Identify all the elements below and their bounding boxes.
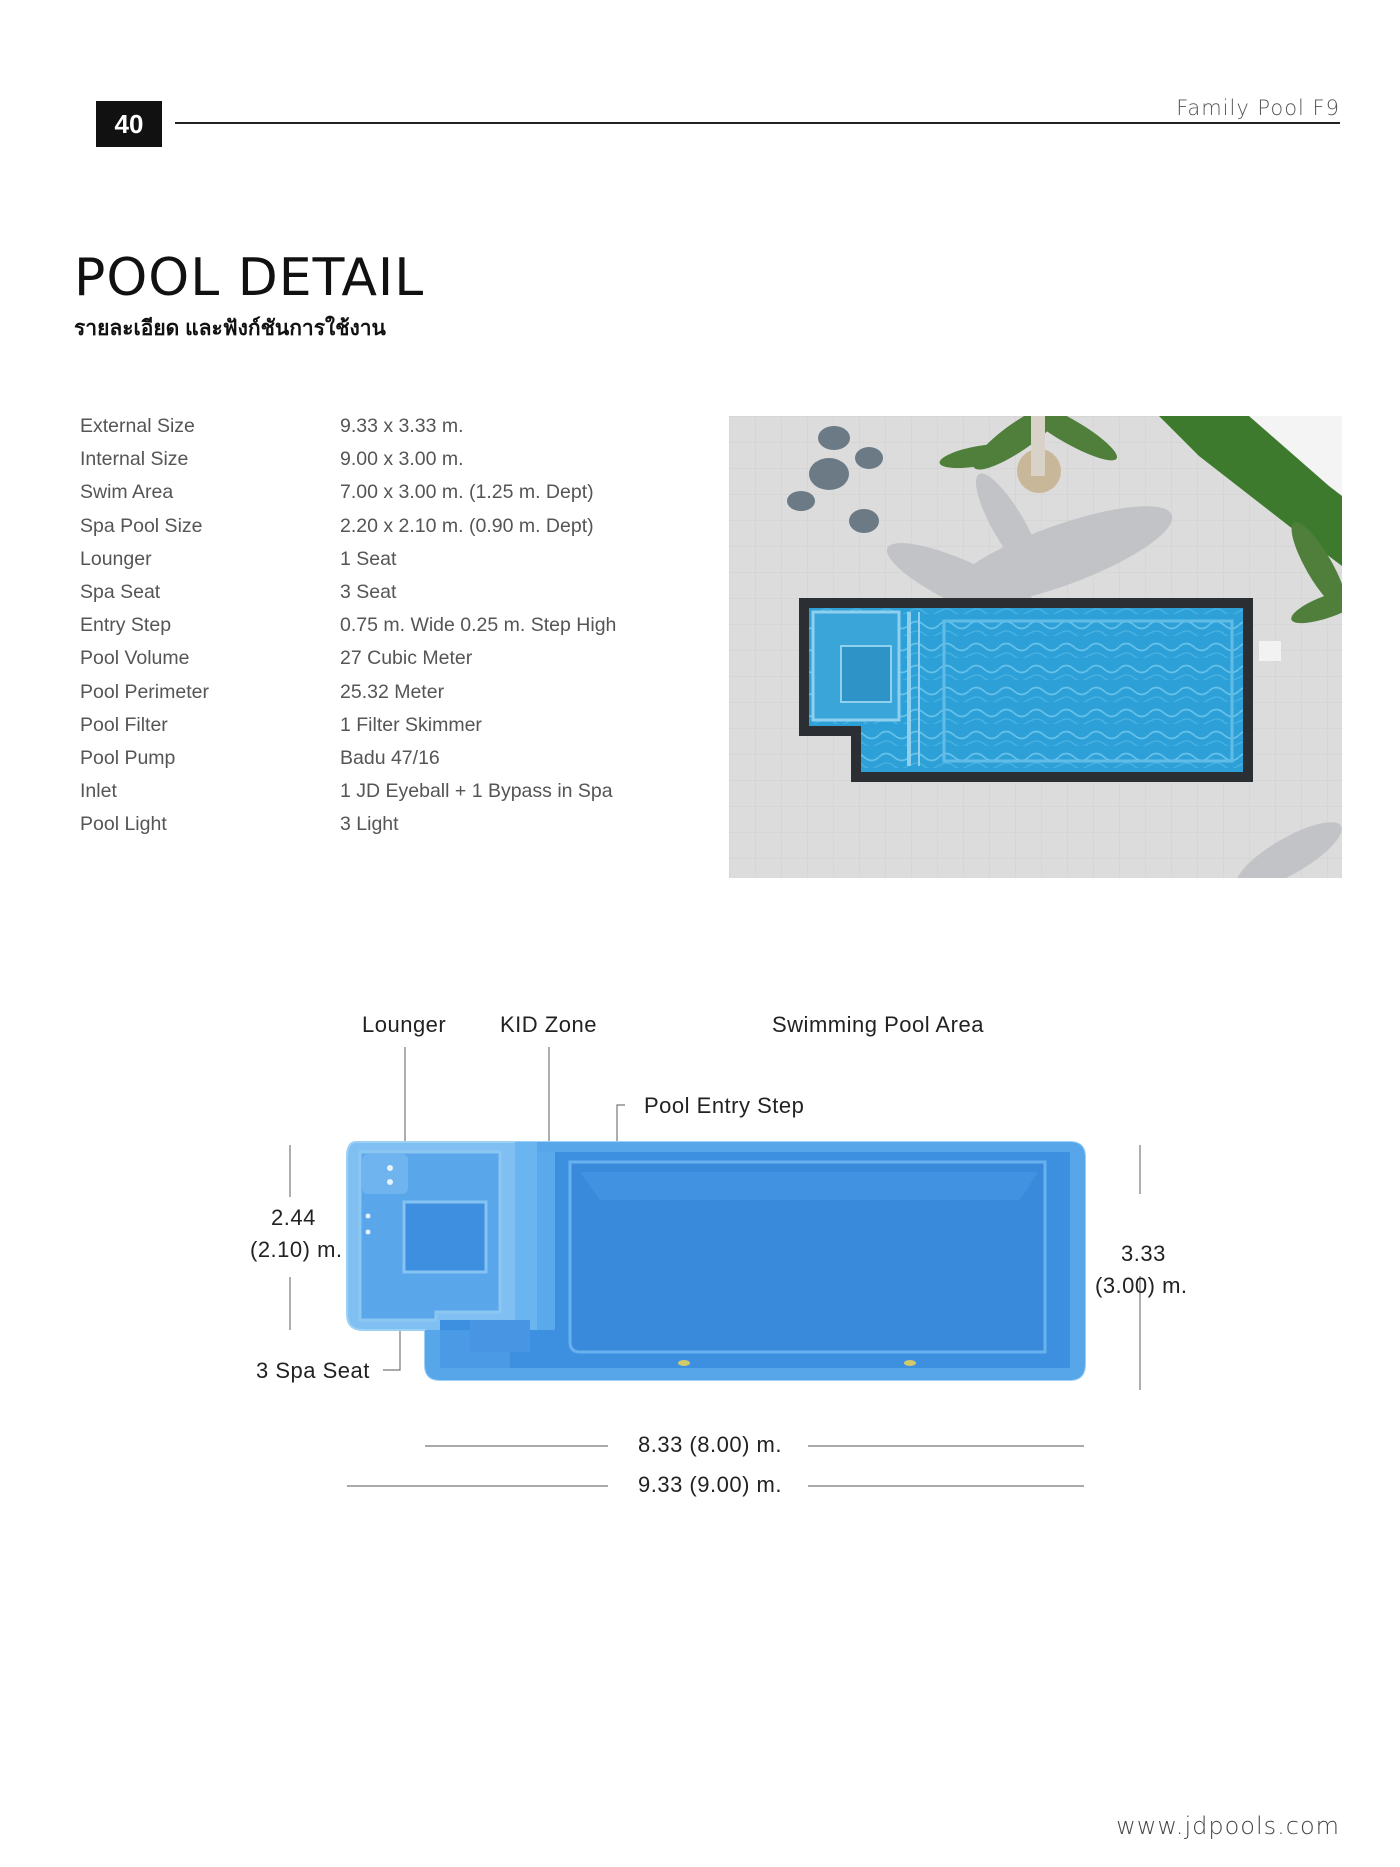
spec-label: Pool Pump [80,746,176,769]
spec-value: 0.75 m. Wide 0.25 m. Step High [340,614,617,637]
spec-table [80,410,720,841]
spec-label: Pool Filter [80,713,168,736]
spec-value: 1 Filter Skimmer [340,713,482,736]
pool-photo-illustration [729,416,1342,878]
label-kid-zone: KID Zone [500,1012,597,1037]
spec-label: Pool Light [80,813,167,836]
label-spa-seat: 3 Spa Seat [256,1358,370,1383]
page-number: 40 [96,101,162,147]
spec-label: Inlet [80,780,117,803]
spec-row [80,410,720,443]
pool-aerial-photo [729,416,1342,878]
spec-row [80,543,720,576]
dim-outer-length: 9.33 (9.00) m. [638,1472,782,1497]
spec-row [80,742,720,775]
spec-label: Swim Area [80,481,174,504]
spec-value: 2.20 x 2.10 m. (0.90 m. Dept) [340,514,594,537]
spec-row [80,576,720,609]
spec-value: 9.33 x 3.33 m. [340,415,464,438]
spec-label: Entry Step [80,614,172,637]
spec-value: Badu 47/16 [340,746,440,769]
spec-row [80,808,720,841]
spec-value: 3 Light [340,813,399,836]
spec-label: Spa Pool Size [80,514,203,537]
dim-pool-width-inner: (3.00) m. [1095,1273,1188,1298]
spec-value: 27 Cubic Meter [340,647,473,670]
spec-row [80,709,720,742]
spec-label: External Size [80,415,195,438]
page-title: POOL DETAIL [74,248,425,308]
spec-value: 9.00 x 3.00 m. [340,448,464,471]
spec-row [80,609,720,642]
spec-row [80,676,720,709]
dim-spa-width: 2.44 [271,1205,316,1230]
spec-row [80,443,720,476]
page-subtitle: รายละเอียด และฟังก์ชันการใช้งาน [74,317,386,340]
spec-row [80,510,720,543]
spec-label: Pool Volume [80,647,190,670]
label-lounger: Lounger [362,1012,447,1037]
label-swimming-pool-area: Swimming Pool Area [772,1012,984,1037]
spec-value: 7.00 x 3.00 m. (1.25 m. Dept) [340,481,594,504]
dim-spa-width-inner: (2.10) m. [250,1237,343,1262]
pool-plan-diagram [0,980,1400,1540]
footer-website[interactable]: www.jdpools.com [1116,1812,1340,1840]
spec-value: 3 Seat [340,581,397,604]
spec-label: Pool Perimeter [80,680,209,703]
spec-value: 25.32 Meter [340,680,445,703]
label-pool-entry-step: Pool Entry Step [644,1093,805,1118]
spec-label: Lounger [80,547,152,570]
spec-row [80,642,720,675]
spec-value: 1 JD Eyeball + 1 Bypass in Spa [340,780,613,803]
header-title: Family Pool F9 [1176,96,1340,120]
header-rule [175,122,1340,124]
spec-value: 1 Seat [340,547,397,570]
spec-label: Spa Seat [80,581,161,604]
spec-label: Internal Size [80,448,189,471]
spec-row [80,476,720,509]
dim-pool-width: 3.33 [1121,1241,1166,1266]
dim-inner-length: 8.33 (8.00) m. [638,1432,782,1457]
spec-row [80,775,720,808]
